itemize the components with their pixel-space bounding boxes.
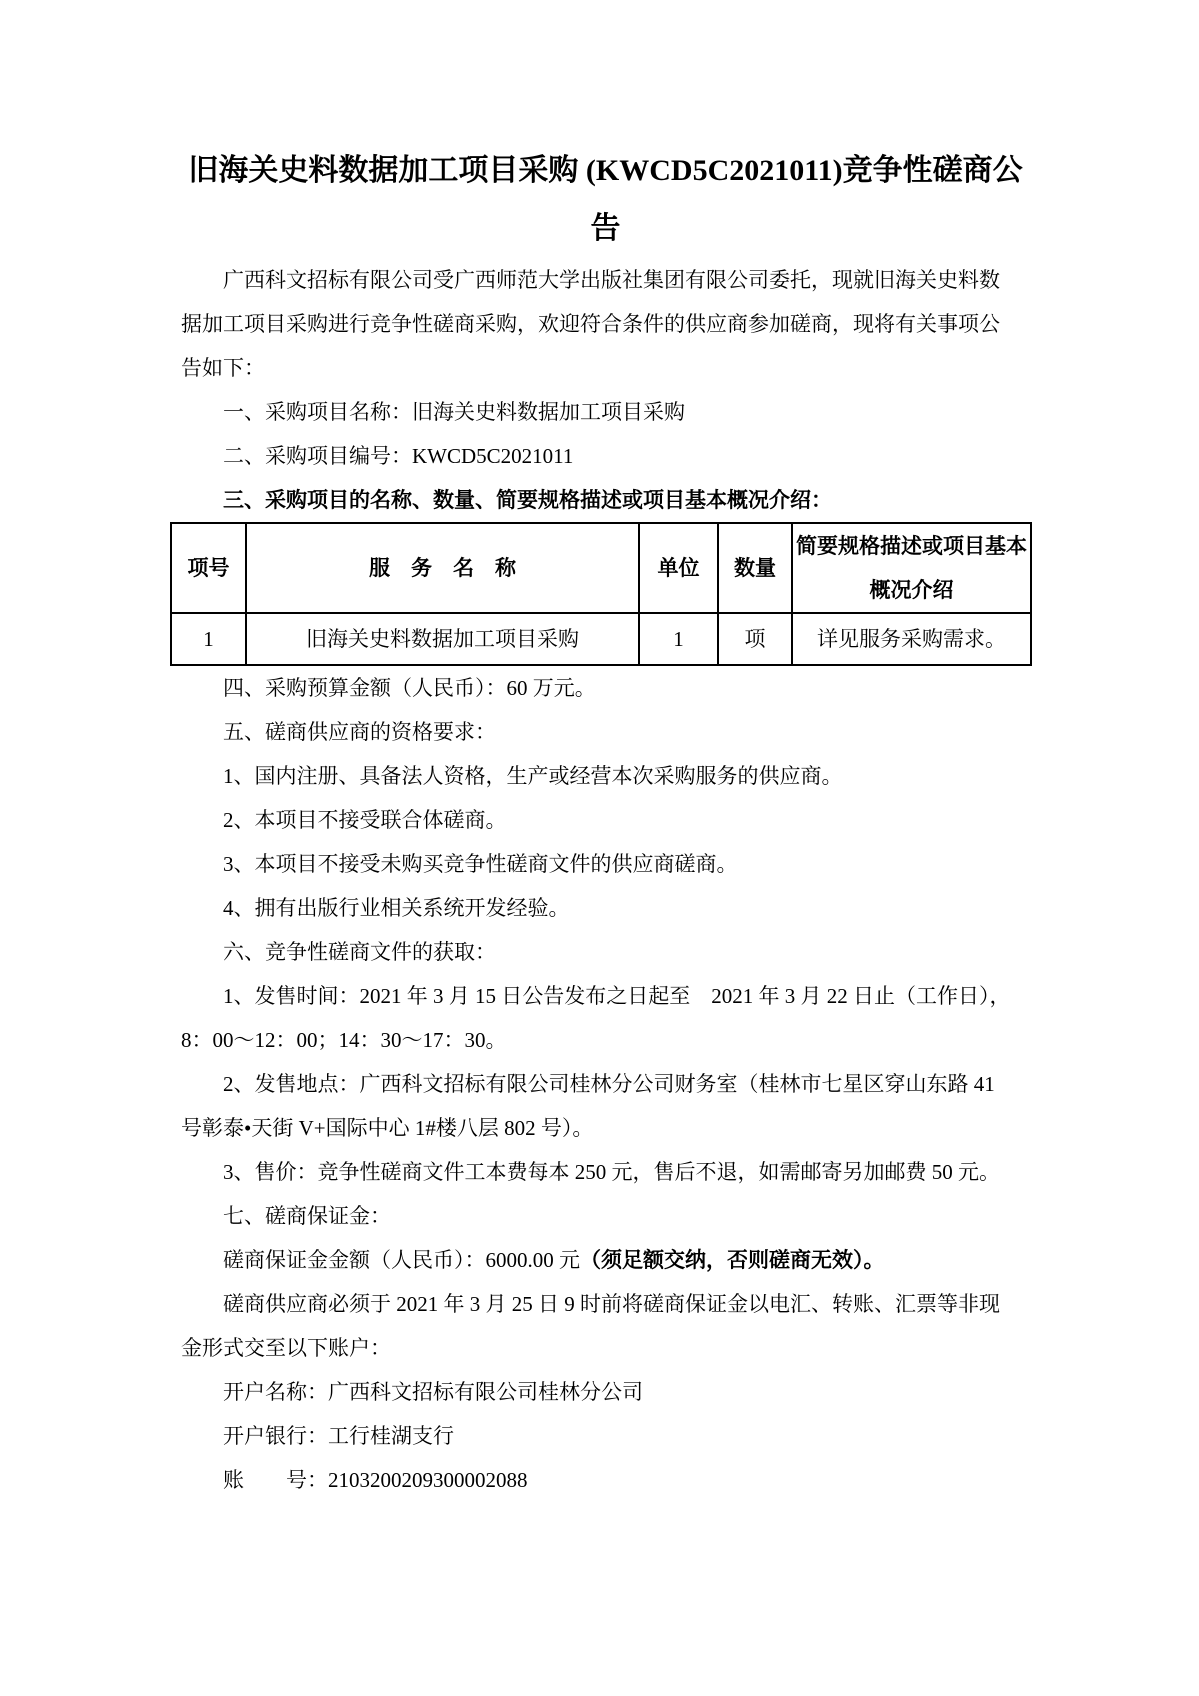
deposit-amount-text: 磋商保证金金额（人民币）：6000.00 元 — [223, 1248, 580, 1272]
table-row — [171, 613, 1031, 665]
col-header-quantity: 数量 — [718, 523, 792, 613]
intro-line-3: 告如下： — [181, 356, 265, 380]
col-header-item-no: 项号 — [171, 523, 246, 613]
title-line-1: 旧海关史料数据加工项目采购 (KWCD5C2021011)竞争性磋商公 — [188, 154, 1023, 187]
col-header-spec: 简要规格描述或项目基本概况介绍 — [792, 523, 1031, 613]
section-6-document-heading: 六、竞争性磋商文件的获取： — [223, 940, 496, 964]
qualification-1: 1、国内注册、具备法人资格，生产或经营本次采购服务的供应商。 — [223, 764, 843, 788]
intro-line-2: 据加工项目采购进行竞争性磋商采购，欢迎符合条件的供应商参加磋商，现将有关事项公 — [181, 312, 1000, 336]
qualification-4: 4、拥有出版行业相关系统开发经验。 — [223, 896, 570, 920]
sale-time-line-2: 8：00～12：00；14：30～17：30。 — [181, 1028, 507, 1052]
procurement-items-table — [170, 522, 1032, 666]
cell-item-no: 1 — [171, 613, 246, 665]
cell-spec: 详见服务采购需求。 — [792, 613, 1031, 665]
account-number: 账 号：2103200209300002088 — [223, 1468, 528, 1492]
section-7-deposit-heading: 七、磋商保证金： — [223, 1204, 391, 1228]
sale-time-line-1: 1、发售时间：2021 年 3 月 15 日公告发布之日起至 2021 年 3 月 22 日止（工作日）， — [223, 984, 1011, 1008]
col-header-unit: 单位 — [639, 523, 718, 613]
sale-place-line-1: 2、发售地点：广西科文招标有限公司桂林分公司财务室（桂林市七星区穿山东路 41 — [223, 1072, 995, 1096]
table-header-row — [171, 523, 1031, 613]
account-holder-name: 开户名称：广西科文招标有限公司桂林分公司 — [223, 1380, 643, 1404]
deposit-transfer-line-2: 金形式交至以下账户： — [181, 1336, 391, 1360]
title-line-2: 告 — [590, 212, 621, 245]
section-5-qualification-heading: 五、磋商供应商的资格要求： — [223, 720, 496, 744]
document-title — [181, 142, 1030, 258]
cell-quantity: 项 — [718, 613, 792, 665]
section-1-project-name: 一、采购项目名称：旧海关史料数据加工项目采购 — [223, 400, 685, 424]
document-content — [0, 142, 1199, 1502]
col-header-service-name: 服 务 名 称 — [246, 523, 639, 613]
section-4-budget: 四、采购预算金额（人民币）：60 万元。 — [223, 676, 596, 700]
qualification-3: 3、本项目不接受未购买竞争性磋商文件的供应商磋商。 — [223, 852, 738, 876]
deposit-transfer-line-1: 磋商供应商必须于 2021 年 3 月 25 日 9 时前将磋商保证金以电汇、转账、汇票等非现 — [223, 1292, 1000, 1316]
deposit-amount-warning: （须足额交纳，否则磋商无效）。 — [580, 1248, 885, 1272]
sale-place-line-2: 号彰泰•天街 V+国际中心 1#楼八层 802 号）。 — [181, 1116, 594, 1140]
cell-unit: 1 — [639, 613, 718, 665]
qualification-2: 2、本项目不接受联合体磋商。 — [223, 808, 507, 832]
deposit-amount — [181, 1238, 1030, 1282]
cell-service-name: 旧海关史料数据加工项目采购 — [246, 613, 639, 665]
account-bank: 开户银行：工行桂湖支行 — [223, 1424, 454, 1448]
intro-line-1: 广西科文招标有限公司受广西师范大学出版社集团有限公司委托，现就旧海关史料数 — [223, 268, 1000, 292]
section-2-project-code: 二、采购项目编号：KWCD5C2021011 — [223, 444, 574, 468]
section-3-table-heading: 三、采购项目的名称、数量、简要规格描述或项目基本概况介绍： — [223, 488, 832, 512]
sale-price: 3、售价：竞争性磋商文件工本费每本 250 元，售后不退，如需邮寄另加邮费 50 元。 — [223, 1160, 1000, 1184]
